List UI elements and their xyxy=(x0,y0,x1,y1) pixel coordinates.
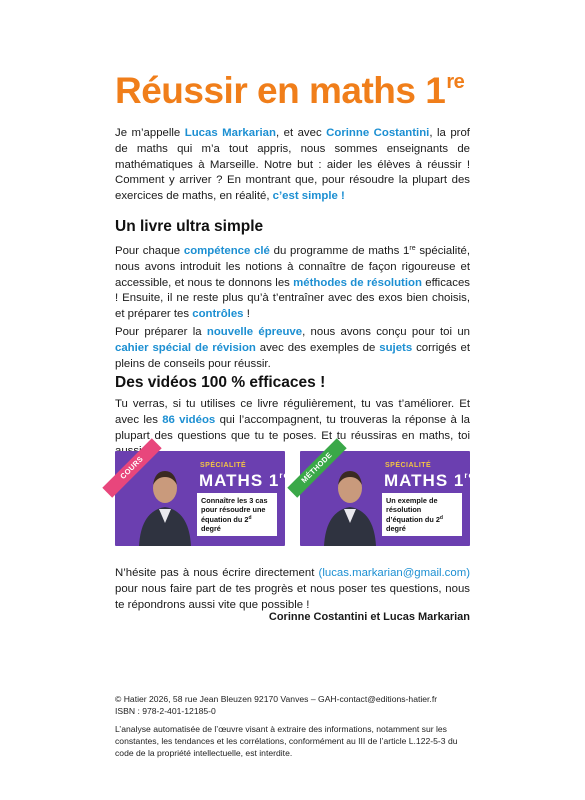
video-label-maths: MATHS 1re xyxy=(384,471,474,490)
legal-notice: L’analyse automatisée de l’œuvre visant à extraire des informations, notamment sur les constantes, les tendances et les corrélations, conformément au III de l’article L.122-5-3 du code de la propriété intellectuelle, est interdite. xyxy=(115,724,458,758)
paragraph-competences: Pour chaque compétence clé du programme de maths 1re spécialité, nous avons introduit les notions à connaître de façon rigoureuse et accessible, et nous te donnons les méthodes de résolution efficaces ! Ensuite, il ne reste plus qu’à t’entraîner avec des exos bien choisis, et préparer tes contrôles ! xyxy=(115,245,470,321)
ribbon-methode: MÉTHODE xyxy=(287,438,346,497)
section-heading-videos: Des vidéos 100 % efficaces ! xyxy=(115,374,326,391)
video-label-maths: MATHS 1re xyxy=(199,471,289,490)
section-heading-livre: Un livre ultra simple xyxy=(115,218,264,235)
intro-highlight: c’est simple ! xyxy=(272,190,345,203)
contact-paragraph: N’hésite pas à nous écrire directement (lucas.markarian@gmail.com) pour nous faire part de tes progrès et nous poser tes questions, nous te répondrons aussi vite que possible ! xyxy=(115,567,470,611)
isbn-line: ISBN : 978-2-401-12185-0 xyxy=(115,706,216,716)
video-title-card: Connaître les 3 cas pour résoudre une équation du 2$^d$ degré xyxy=(197,493,277,536)
section-livre xyxy=(115,241,470,372)
author-name-lucas: Lucas Markarian xyxy=(184,127,276,139)
footer xyxy=(115,693,470,759)
presenter-image xyxy=(137,465,193,546)
email-link[interactable]: (lucas.markarian@gmail.com) xyxy=(318,567,470,579)
signature: Corinne Costantini et Lucas Markarian xyxy=(268,611,470,623)
paragraph-videos: Tu verras, si tu utilises ce livre régulièrement, tu vas t’améliorer. Et avec les 86 vidéos qui l’accompagnent, tu trouveras la réponse à la plupart des questions que tu te poses. Et tu réussiras en maths, toi xyxy=(115,398,471,442)
video-label-specialite: SPÉCIALITÉ xyxy=(385,462,432,469)
video-label-specialite: SPÉCIALITÉ xyxy=(200,462,247,469)
video-thumbnail-cours[interactable] xyxy=(115,451,289,546)
author-name-corinne: Corinne Costantini xyxy=(326,127,430,139)
page-title: Réussir en maths 1re xyxy=(115,70,465,111)
copyright-line: © Hatier 2026, 58 rue Jean Bleuzen 92170 Vanves – GAH-contact@editions-hatier.fr xyxy=(115,694,438,704)
presenter-image xyxy=(322,465,378,546)
intro-paragraph: Je m’appelle Lucas Markarian, et avec Corinne Costantini, la prof de maths qui m’a tout appris, nous sommes enseignants de mathématiques à Marseille. Notre but : aider les élèves à réussir ! Comment y arriver ? En montrant que, pour résoudre la plupart des exercices de maths, en réalité, c’est simple ! xyxy=(115,127,470,203)
video-title-card: Un exemple de résolution d’équation du 2$^d$ degré xyxy=(382,493,462,536)
paragraph-epreuve: Pour préparer la nouvelle épreuve, nous avons conçu pour toi un cahier spécial de révision avec des exemples de sujets corrigés et pleins de conseils pour réussir. xyxy=(115,325,470,370)
video-thumbnail-methode[interactable] xyxy=(299,450,474,546)
ribbon-cours: COURS xyxy=(102,438,161,497)
